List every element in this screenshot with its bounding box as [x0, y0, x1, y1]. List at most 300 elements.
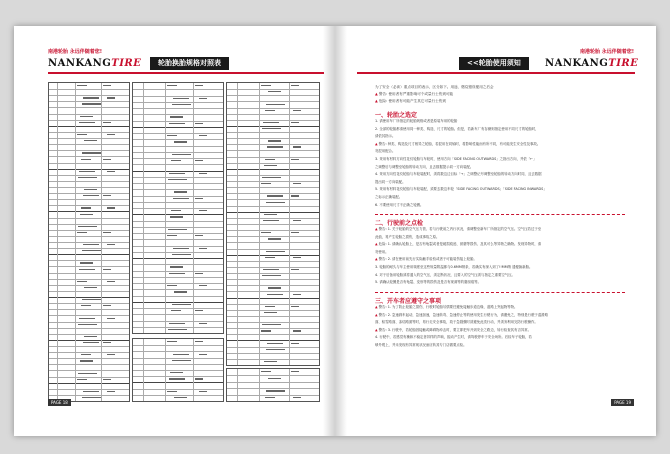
table-row: [133, 321, 223, 322]
table-cell-text: [107, 391, 115, 392]
table-row: [49, 181, 129, 182]
table-row: [49, 322, 129, 323]
table-row: [49, 169, 129, 170]
table-cell-text: [195, 310, 203, 311]
table-row: [133, 283, 223, 284]
table-row: [133, 152, 223, 153]
intro-line: 为了安全（必读）重点项目的表示，区分如下。用途、燃烧错误便用之后会: [375, 85, 494, 89]
table-cell-text: [81, 305, 91, 306]
table-column-rule: [165, 339, 166, 401]
table-cell-text: [168, 229, 187, 230]
table-cell-text: [80, 116, 93, 117]
table-cell-text: [79, 122, 95, 123]
table-cell-text: [79, 318, 95, 319]
warning-icon: ▲: [375, 141, 378, 146]
table-cell-text: [78, 226, 97, 227]
table-cell-text: [103, 85, 111, 86]
table-row: [227, 340, 319, 341]
section-line: 5. 请确认轮圈是否有龟裂、变形等的损伤及是否有现洞等的磨刮痕等。: [375, 280, 482, 285]
table-row: [227, 224, 319, 225]
table-column-rule: [193, 83, 194, 333]
size-table: [48, 82, 130, 402]
table-row: [49, 346, 129, 347]
table-row: [133, 127, 223, 128]
table-cell-text: [174, 291, 187, 292]
table-row: [49, 132, 129, 133]
table-row: [133, 89, 223, 90]
left-slogan: 南港轮胎 永远伴随着您!: [48, 49, 103, 55]
section-line: 此值，易产生轮胎之损伤，造成事故之原。: [375, 234, 440, 239]
intro-line: ▲ 危险: 使用者有可能产生其它可量行士伤到: [375, 99, 446, 103]
table-cell-text: [107, 281, 115, 282]
table-cell-text: [291, 306, 299, 307]
table-cell-text: [199, 173, 207, 174]
table-row: [227, 138, 319, 139]
table-cell-text: [169, 273, 185, 274]
table-cell-text: [293, 257, 301, 258]
table-row: [227, 261, 319, 262]
table-row: [49, 291, 129, 292]
table-column-rule: [165, 83, 166, 333]
table-row: [227, 206, 319, 207]
table-row: [133, 171, 223, 172]
table-cell-text: [170, 216, 183, 217]
table-row: [49, 389, 129, 390]
table-cell-text: [171, 210, 181, 211]
table-cell-text: [83, 342, 99, 343]
table-cell-text: [195, 160, 203, 161]
table-cell-text: [103, 342, 111, 343]
table-row: [133, 214, 223, 215]
table-cell-text: [268, 91, 281, 92]
section-line: 3. 采用有材料方向性花纹轮胎与车轮时，使用方向「SIDE FACING OUTWARDS」之指出方向，并依「←」: [375, 156, 537, 161]
table-row: [133, 108, 223, 109]
left-brand-suffix: TIRE: [111, 58, 142, 69]
table-row: [133, 114, 223, 115]
table-cell-text: [168, 329, 187, 330]
table-cell-text: [195, 341, 203, 342]
table-row: [49, 107, 129, 108]
table-row: [133, 264, 223, 265]
section-line: ▲ 警告: 2. 急速刹车起动，急速加速，急速转弯、急速停止等的使用发生行驶行为，请避免之，特别是行驶于湿滑路: [375, 312, 548, 317]
table-cell-text: [107, 207, 115, 208]
left-title-rule: [48, 72, 324, 74]
table-row: [133, 382, 223, 383]
table-cell-text: [266, 349, 285, 350]
table-cell-text: [81, 354, 91, 355]
table-cell-text: [199, 135, 207, 136]
table-column-rule: [57, 83, 58, 401]
table-row: [227, 242, 319, 243]
table-cell-text: [195, 85, 203, 86]
table-row: [49, 163, 129, 164]
table-column-rule: [143, 83, 144, 333]
section-line: 4. 行驶中，若感觉有操纵不稳定者异样的声响，振动产生时，请驾驶停车于安全场所。后检车子轮胎，若: [375, 335, 532, 340]
table-cell-text: [80, 262, 93, 263]
table-cell-text: [262, 128, 281, 129]
size-table: [226, 82, 320, 366]
table-cell-text: [265, 397, 275, 398]
table-cell-text: [293, 183, 301, 184]
table-row: [133, 164, 223, 165]
table-cell-text: [172, 154, 191, 155]
table-cell-text: [291, 85, 299, 86]
table-row: [227, 150, 319, 151]
table-row: [227, 388, 319, 389]
table-row: [227, 249, 319, 250]
table-cell-text: [291, 195, 299, 196]
table-row: [49, 150, 129, 151]
table-cell-text: [265, 306, 275, 307]
table-row: [227, 322, 319, 323]
table-cell-text: [266, 390, 285, 391]
table-cell-text: [293, 294, 301, 295]
table-cell-text: [199, 98, 207, 99]
table-cell-text: [263, 269, 279, 270]
table-row: [49, 193, 129, 194]
table-cell-text: [103, 379, 111, 380]
table-cell-text: [172, 104, 191, 105]
table-cell-text: [293, 220, 301, 221]
table-row: [133, 233, 223, 234]
table-cell-text: [293, 397, 301, 398]
table-cell-text: [264, 312, 277, 313]
table-cell-text: [261, 183, 271, 184]
table-row: [133, 258, 223, 259]
table-row: [227, 255, 319, 256]
table-cell-text: [267, 195, 283, 196]
table-cell-text: [291, 269, 299, 270]
table-row: [227, 193, 319, 194]
table-row: [49, 279, 129, 280]
table-cell-text: [84, 140, 97, 141]
table-cell-text: [107, 354, 115, 355]
table-row: [49, 328, 129, 329]
intro-line: ▲ 警告: 使用者有严重影响可个或量行士伤到可能: [375, 92, 454, 96]
left-page: [14, 26, 335, 436]
table-cell-text: [80, 360, 93, 361]
table-row: [49, 266, 129, 267]
table-cell-text: [170, 266, 183, 267]
table-row: [227, 218, 319, 219]
table-cell-text: [262, 275, 281, 276]
table-row: [49, 114, 129, 115]
section-body: [375, 118, 625, 209]
section-body: [375, 226, 625, 287]
table-row: [49, 156, 129, 157]
section-line: 4. 对于后备用轮胎须将通入的空气压，须定断状况，且要入的空气压须与指定之重要空气压。: [375, 272, 515, 277]
table-cell-text: [169, 378, 185, 379]
table-cell-text: [195, 378, 203, 379]
table-row: [49, 370, 129, 371]
left-page-title: 轮胎换胎规格对照表: [150, 57, 229, 70]
table-row: [49, 242, 129, 243]
warning-icon: ▲: [375, 257, 378, 262]
table-cell-text: [170, 372, 183, 373]
table-row: [227, 334, 319, 335]
warning-icon: ▲: [375, 305, 378, 309]
table-row: [49, 248, 129, 249]
table-row: [49, 334, 129, 335]
table-column-rule: [237, 83, 238, 365]
table-cell-text: [199, 248, 207, 249]
table-row: [49, 395, 129, 396]
right-slogan: 南港轮胎 永远伴随着您!: [579, 49, 634, 55]
table-column-rule: [75, 83, 76, 401]
table-cell-text: [268, 378, 281, 379]
section-line: 4. 采用方向性花纹轮胎与车轮装配时，须将数这边目标「→」之调整记号调整至轮胎的转动方向时同，且去数据: [375, 172, 542, 177]
table-cell-text: [268, 238, 281, 239]
table-row: [227, 95, 319, 96]
table-row: [133, 246, 223, 247]
table-cell-text: [265, 257, 275, 258]
table-row: [227, 310, 319, 311]
table-row: [227, 279, 319, 280]
table-cell-text: [173, 248, 189, 249]
table-cell-text: [199, 354, 207, 355]
table-row: [227, 89, 319, 90]
table-row: [227, 157, 319, 158]
table-cell-text: [264, 214, 277, 215]
table-cell-text: [171, 160, 181, 161]
table-cell-text: [167, 85, 177, 86]
table-cell-text: [266, 202, 285, 203]
table-row: [133, 289, 223, 290]
table-row: [49, 101, 129, 102]
table-row: [133, 102, 223, 103]
table-column-rule: [237, 369, 238, 401]
table-row: [49, 260, 129, 261]
table-cell-text: [262, 177, 281, 178]
table-cell-text: [83, 195, 99, 196]
table-row: [227, 163, 319, 164]
table-row: [49, 352, 129, 353]
table-column-rule: [289, 369, 290, 401]
table-row: [49, 273, 129, 274]
table-cell-text: [103, 195, 111, 196]
table-row: [133, 96, 223, 97]
table-cell-text: [77, 85, 87, 86]
table-cell-text: [82, 299, 101, 300]
table-cell-text: [263, 220, 279, 221]
table-cell-text: [107, 134, 115, 135]
table-row: [133, 177, 223, 178]
table-cell-text: [171, 310, 181, 311]
table-cell-text: [169, 323, 185, 324]
table-cell-text: [174, 191, 187, 192]
table-row: [227, 267, 319, 268]
table-cell-text: [77, 134, 87, 135]
table-row: [227, 187, 319, 188]
table-cell-text: [264, 165, 277, 166]
table-row: [227, 395, 319, 396]
table-row: [49, 144, 129, 145]
section-line: 6. 不要使用尺寸不正确之轮圈。: [375, 202, 424, 207]
table-row: [49, 187, 129, 188]
brochure-spread: [14, 26, 656, 436]
table-row: [133, 183, 223, 184]
warning-icon: ▲: [375, 99, 378, 103]
table-row: [227, 291, 319, 292]
table-cell-text: [107, 171, 115, 172]
table-cell-text: [81, 207, 91, 208]
table-cell-text: [77, 232, 87, 233]
table-row: [49, 218, 129, 219]
right-title-text: 轮胎使用须知: [478, 59, 521, 67]
table-cell-text: [195, 198, 203, 199]
table-cell-text: [291, 159, 299, 160]
table-cell-text: [83, 391, 99, 392]
table-row: [133, 370, 223, 371]
table-row: [133, 271, 223, 272]
table-row: [49, 340, 129, 341]
table-cell-text: [168, 179, 187, 180]
table-row: [49, 309, 129, 310]
table-row: [133, 139, 223, 140]
table-cell-text: [83, 97, 99, 98]
table-row: [49, 138, 129, 139]
right-page-title: [459, 57, 529, 70]
section-line: ▲ 警告: 3. 行驶中，若轮胎因接触或障碍物冲击时，要立即把车开到安全之路边，转行检查其有否异常。: [375, 327, 532, 332]
left-brand-name: NANKANG: [48, 58, 112, 69]
table-row: [133, 202, 223, 203]
table-row: [227, 212, 319, 213]
table-row: [133, 345, 223, 346]
table-row: [133, 227, 223, 228]
table-cell-text: [268, 140, 281, 141]
table-row: [133, 221, 223, 222]
table-cell-text: [261, 85, 271, 86]
table-cell-text: [261, 330, 271, 331]
table-cell-text: [199, 285, 207, 286]
table-row: [133, 208, 223, 209]
table-cell-text: [169, 123, 185, 124]
table-row: [227, 304, 319, 305]
table-row: [133, 308, 223, 309]
section-line: ▲ 警告: 1. 关于轮胎的空气压力管、若与行驶前之内行状况，请调整至新车厂所指定的空气压。空气压若过于至: [375, 227, 542, 231]
table-row: [133, 252, 223, 253]
table-row: [227, 316, 319, 317]
table-cell-text: [266, 251, 285, 252]
section-line: 之标示正确装配。: [375, 194, 403, 199]
table-cell-text: [84, 336, 97, 337]
table-cell-text: [263, 122, 279, 123]
table-cell-text: [173, 98, 189, 99]
table-cell-text: [78, 324, 97, 325]
table-cell-text: [169, 173, 185, 174]
right-page: [335, 26, 656, 436]
warning-icon: ▲: [375, 242, 378, 247]
table-cell-text: [266, 104, 285, 105]
table-cell-text: [172, 254, 191, 255]
table-row: [49, 297, 129, 298]
section-divider: [375, 292, 625, 293]
table-row: [227, 108, 319, 109]
table-cell-text: [77, 281, 87, 282]
left-brand-logo: [48, 58, 141, 69]
table-row: [227, 236, 319, 237]
table-cell-text: [84, 287, 97, 288]
table-row: [49, 230, 129, 231]
table-row: [133, 133, 223, 134]
section-line: 5. 采用有材料花纹轮胎与车轮装配，须要去数这车轮「SIDE FACING OUTWARDS」「SIDE FACING INWARDS」: [375, 187, 547, 192]
table-row: [49, 89, 129, 90]
table-row: [133, 314, 223, 315]
table-cell-text: [80, 214, 93, 215]
table-row: [227, 353, 319, 354]
table-row: [133, 395, 223, 396]
table-cell-text: [103, 305, 111, 306]
table-cell-text: [82, 397, 101, 398]
table-cell-text: [199, 210, 207, 211]
section-line: 面、积雪路面、冻结路面等时，易行走安全事故，故于急剧骤时须避免此类行动，并须务利用完防行驶操作。: [375, 320, 538, 325]
warning-icon: ▲: [375, 92, 378, 96]
table-cell-text: [174, 141, 187, 142]
table-row: [227, 273, 319, 274]
table-row: [133, 376, 223, 377]
section-line: 勿使用。: [375, 249, 389, 254]
warning-icon: ▲: [375, 227, 378, 231]
table-cell-text: [195, 273, 203, 274]
table-row: [133, 277, 223, 278]
table-cell-text: [107, 97, 115, 98]
size-table: [132, 338, 224, 402]
table-row: [227, 199, 319, 200]
section-body: [375, 304, 625, 350]
table-cell-text: [79, 171, 95, 172]
table-row: [133, 364, 223, 365]
section-line: 提出同一方向装配。: [375, 179, 406, 184]
section-line: 勿混用配合。: [375, 149, 396, 154]
table-row: [227, 375, 319, 376]
size-table: [132, 82, 224, 334]
table-cell-text: [265, 159, 275, 160]
table-row: [49, 224, 129, 225]
table-row: [227, 298, 319, 299]
table-cell-text: [268, 287, 281, 288]
table-cell-text: [167, 341, 177, 342]
table-cell-text: [77, 379, 87, 380]
table-cell-text: [78, 373, 97, 374]
table-column-rule: [143, 339, 144, 401]
table-row: [49, 175, 129, 176]
table-row: [227, 328, 319, 329]
table-cell-text: [195, 235, 203, 236]
table-cell-text: [83, 244, 99, 245]
section-title: 三、开车者应遵守之事项: [375, 298, 442, 305]
table-cell-text: [81, 159, 91, 160]
table-row: [227, 382, 319, 383]
table-column-rule: [259, 369, 260, 401]
table-cell-text: [262, 324, 281, 325]
section-divider: [375, 214, 625, 215]
table-column-rule: [101, 83, 102, 401]
table-row: [49, 254, 129, 255]
table-cell-text: [79, 269, 95, 270]
table-cell-text: [267, 294, 283, 295]
table-column-rule: [289, 83, 290, 365]
right-brand-suffix: TIRE: [608, 58, 639, 69]
table-cell-text: [107, 318, 115, 319]
section-line: 请依其指示。: [375, 134, 396, 139]
table-cell-text: [167, 391, 177, 392]
section-line: 够外观上，并未发现有异常现状况而应转其专门店做要点检。: [375, 342, 467, 347]
table-cell-text: [293, 146, 301, 147]
table-row: [227, 169, 319, 170]
table-row: [227, 114, 319, 115]
table-row: [227, 359, 319, 360]
table-row: [133, 189, 223, 190]
